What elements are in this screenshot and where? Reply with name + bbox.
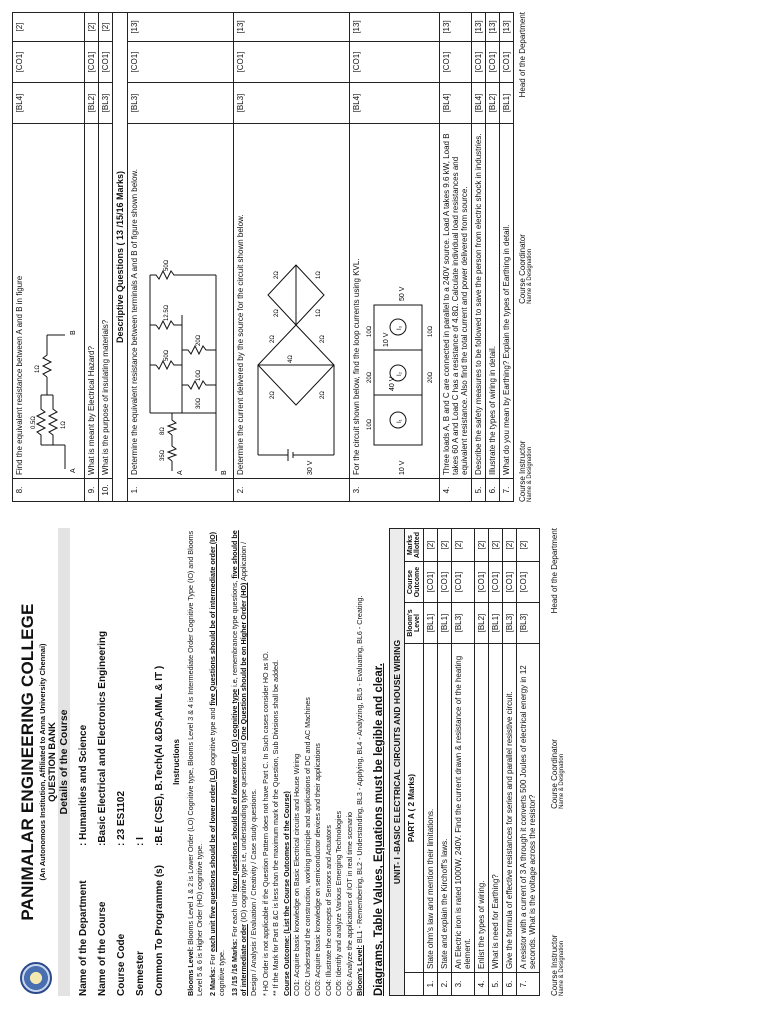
table-row: 3. For the circuit shown below, find the loop currents using KVL. 10 V 40 V 10 V 50 V 10Ω 20Ω 10Ω 20Ω 10Ω I₁ I₂ I₃ [BL4] [CO1] [13] xyxy=(350,13,440,502)
svg-text:50Ω: 50Ω xyxy=(164,349,170,361)
note-2: ** If the Mark for Part B &C is less than the maximum mark of the Question, Sub Divisions shall be added. xyxy=(271,660,281,996)
affiliation: (An Autonomous Institution, Affiliated to Anna University Chennai) xyxy=(38,643,47,881)
details-heading: Details of the Course xyxy=(58,528,70,996)
svg-text:40 V: 40 V xyxy=(389,376,396,391)
outcome-item: CO4: Illustrate the concepts of Sensors and Actuators xyxy=(323,825,333,996)
table-row: 4. Enlist the types of wiring. [BL2] [CO1] [2] xyxy=(475,529,489,996)
fig3-circuit xyxy=(364,255,434,475)
svg-text:B: B xyxy=(221,470,228,475)
coordinator-signature: Course Coordinator Name & Designation xyxy=(518,234,533,304)
table-row: 6. Give the formula of effective resistances for series and parallel resistive circuit. [BL3] [CO1] [2] xyxy=(503,529,517,996)
info-row: Course Code : 23 ES1102 xyxy=(116,790,127,996)
signature-row-right xyxy=(518,12,533,502)
svg-text:1Ω: 1Ω xyxy=(61,421,67,429)
fig8-circuit xyxy=(27,325,79,475)
svg-text:35Ω: 35Ω xyxy=(160,449,166,461)
hod-signature: Head of the Department xyxy=(550,528,560,614)
hod-signature: Head of the Department xyxy=(518,12,527,98)
table-row: 9. What is meant by Electrical Hazard? [BL2] [CO1] [2] xyxy=(85,13,99,502)
table-row: 1. State ohm's law and mention their limitations. [BL1] [CO1] [2] xyxy=(424,529,438,996)
svg-text:10Ω: 10Ω xyxy=(367,418,373,430)
college-logo xyxy=(20,962,52,994)
instructor-signature: Course Instructor Name & Designation xyxy=(518,440,533,502)
svg-text:I₂: I₂ xyxy=(397,372,403,376)
table-row: 7. What do you mean by Earthing? Explain the types of Earthing in detail. [BL1] [CO1] [13] xyxy=(500,13,514,502)
doc-title: QUESTION BANK xyxy=(47,722,58,802)
table-row: 3. An Electric iron is rated 1000W, 240V. Find the current drawn & resistance of the heating element. [BL3] [CO1] [2] xyxy=(452,529,475,996)
course-outcome-heading: Course Outcome: (List the Course Outcomes of the Course) xyxy=(281,791,291,996)
descriptive-heading-row: Descriptive Questions ( 13 /15/16 Marks) xyxy=(113,13,128,502)
table-row: 8. Find the equivalent resistance between A and B in figure A B 0.5Ω 1Ω 1Ω [BL4] [CO1] [2] xyxy=(13,13,85,502)
svg-text:1Ω: 1Ω xyxy=(316,271,322,279)
svg-text:20Ω: 20Ω xyxy=(428,371,434,383)
college-name: PANIMALAR ENGINEERING COLLEGE xyxy=(18,603,37,921)
left-page xyxy=(0,512,768,1024)
svg-text:4Ω: 4Ω xyxy=(288,355,294,363)
info-row: Common To Programme (s) :B.E (CSE), B.Tech(AI &DS,AIML & IT ) xyxy=(154,665,165,996)
blooms-legend: Bloom's Level: BL1 - Remembering, BL2 - Understanding, BL3 - Applying, BL4 - Analyzing, BL5 - Evaluating, BL6 - Creating. xyxy=(354,595,364,996)
svg-text:2Ω: 2Ω xyxy=(270,391,276,399)
college-header xyxy=(18,528,70,996)
outcome-item: CO5: Identify and analyze Various Emerging Technologies xyxy=(334,810,344,996)
svg-text:50 V: 50 V xyxy=(399,286,406,301)
part-a-continued-table xyxy=(12,12,514,502)
course-info xyxy=(74,528,169,996)
svg-text:10Ω: 10Ω xyxy=(428,325,434,337)
svg-text:1Ω: 1Ω xyxy=(316,309,322,317)
svg-text:I₃: I₃ xyxy=(397,325,403,330)
blooms-instruction: Blooms Level: Blooms Level 1 & 2 is Lower Order (LO) Cognitive type, Blooms Level 3 & 4 is Intermediate Order Cognitive Type (IO) and Blooms Level 5 & 6 is Higher Order (HO) cognitive type. xyxy=(185,530,205,996)
emphasis-note: Diagrams, Table Values, Equations must be legible and clear. xyxy=(373,663,386,996)
table-row: 4. Three loads A, B and C are connected in parallel to a 240V source. Load A takes 9.6 kW, Load B takes 60 A and Load C has a resistance of 4.8Ω. Calculate individual load resistances and equivalent resistance. Also find the total current and power delivered from source. [BL4] [CO1] [13] xyxy=(440,13,472,502)
info-row: Semester : I xyxy=(135,837,146,996)
svg-text:10 V: 10 V xyxy=(383,332,390,347)
svg-text:2Ω: 2Ω xyxy=(274,271,280,279)
two-marks-instruction: 2 Marks: For each unit five questions should be of lower order (LO) cognitive type and five Questions should be of intermediate order (IO) cognitive type. xyxy=(207,531,227,996)
svg-text:12.5Ω: 12.5Ω xyxy=(164,304,170,321)
table-row: 2. State and explain the Kirchoff's laws. [BL1] [CO1] [2] xyxy=(438,529,452,996)
fig1-circuit xyxy=(142,255,228,475)
table-row: 5. Describe the safety measures to be followed to save the person from electric shock in industries. [BL4] [CO1] [13] xyxy=(472,13,486,502)
svg-text:2Ω: 2Ω xyxy=(320,335,326,343)
svg-text:20Ω: 20Ω xyxy=(196,334,202,346)
instructions-heading: Instructions xyxy=(172,739,181,785)
info-row: Name of the Department : Humanities and Science xyxy=(78,724,89,996)
svg-text:30 V: 30 V xyxy=(307,460,314,475)
thirteen-marks-instruction: 13 /15 /16 Marks: For each Unit four questions should be of lower order (LO) cognitive type i.e, remembrance type questions, five should be of intermediate order (IO) cognitive type i.e, understanding type questions and One Question should be on Higher Order (HO) Application / Design / Analysis / Evaluation / Creativity / Case study questions. xyxy=(229,530,258,996)
svg-text:20Ω: 20Ω xyxy=(367,371,373,383)
svg-text:I₁: I₁ xyxy=(397,419,403,423)
table-row: 10. What is the purpose of insulating materials? [BL3] [CO1] [2] xyxy=(99,13,113,502)
svg-text:1Ω: 1Ω xyxy=(35,365,41,373)
svg-text:50Ω: 50Ω xyxy=(164,259,170,271)
svg-text:2Ω: 2Ω xyxy=(320,391,326,399)
svg-text:30Ω: 30Ω xyxy=(196,397,202,409)
note-1: * HO Order is not applicable if the Question Pattern does not have Part C. In Such cases consider HO as IO. xyxy=(261,651,271,996)
svg-text:8Ω: 8Ω xyxy=(160,427,166,435)
outcome-item: CO3: Acquire basic knowledge on semiconductor devices and their applications xyxy=(313,743,323,996)
outcome-item: CO2: Understand the construction, working principle and applications of DC and AC Machines xyxy=(302,697,312,996)
part-a-header-row: PART A ( 2 Marks) Bloom's Level Course Outcome Marks Allotted xyxy=(405,529,424,996)
svg-text:10Ω: 10Ω xyxy=(367,325,373,337)
coordinator-signature: Course Coordinator Name & Designation xyxy=(550,739,566,809)
signature-row-left xyxy=(550,528,565,996)
table-row: 7. A resistor with a current of 3 A through it converts 500 Joules of electrical energy in 12 seconds. What is the voltage across the resistor? [BL3] [CO1] [2] xyxy=(517,529,540,996)
table-row: 5. What is need for Earthing? [BL1] [CO1] [2] xyxy=(489,529,503,996)
svg-text:10Ω: 10Ω xyxy=(196,369,202,381)
svg-text:2Ω: 2Ω xyxy=(274,309,280,317)
svg-text:A: A xyxy=(70,468,77,473)
svg-text:10 V: 10 V xyxy=(399,460,406,475)
table-row: 2. Determine the current delivered by the source for the circuit shown below. 30 V 2Ω 2Ω 4Ω 2Ω 2Ω 2Ω 1Ω 1Ω 2Ω [BL3] [CO1] [13] xyxy=(234,13,350,502)
unit-title-row: UNIT- I -BASIC ELECTRICAL CIRCUITS AND HOUSE WIRING xyxy=(390,529,405,996)
table-row: 6. Illustrate the types of wiring in detail. [BL2] [CO1] [13] xyxy=(486,13,500,502)
svg-text:A: A xyxy=(177,470,184,475)
instructor-signature: Course Instructor Name & Designation xyxy=(550,934,566,996)
table-row: 1. Determine the equivalent resistance between terminals A and B of figure shown below. A B 35Ω 8Ω 10Ω 50Ω 12.5Ω 20Ω 30Ω 50Ω [BL3] [CO1] [13] xyxy=(128,13,234,502)
info-row: Name of the Course :Basic Electrical and Electronics Engineering xyxy=(97,630,108,996)
svg-text:2Ω: 2Ω xyxy=(270,335,276,343)
outcome-item: CO1: Acquire basic knowledge on Basic Electrical circuits and House Wiring xyxy=(292,753,302,996)
outcome-item: CO6: Analyze the applications of IOT in real time scenario xyxy=(344,811,354,996)
part-a-table xyxy=(389,528,540,996)
svg-text:B: B xyxy=(70,330,77,335)
svg-text:0.5Ω: 0.5Ω xyxy=(31,416,37,429)
fig2-circuit xyxy=(248,255,344,475)
